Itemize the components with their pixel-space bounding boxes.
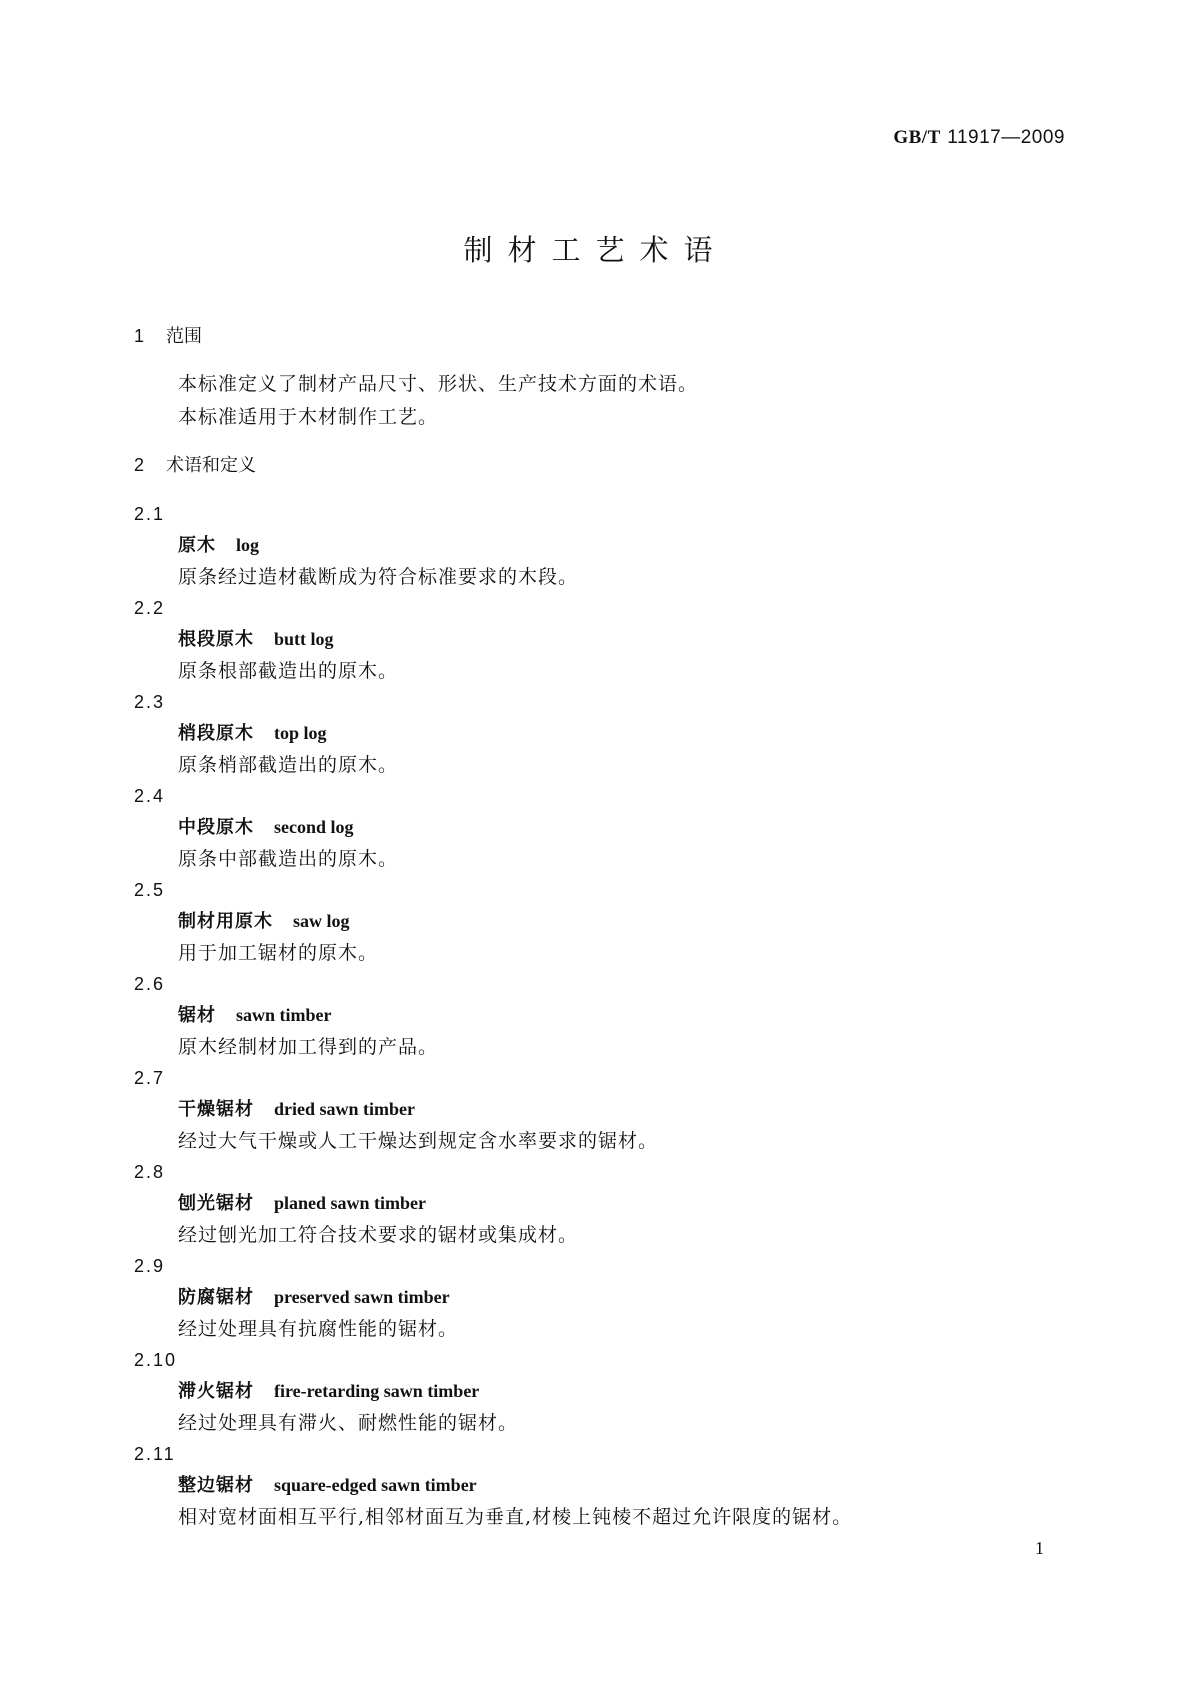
term-chinese: 梢段原木 <box>178 723 254 744</box>
term-definition: 经过刨光加工符合技术要求的锯材或集成材。 <box>178 1224 579 1246</box>
term-name <box>134 1376 1064 1407</box>
term-entry <box>134 1251 1064 1345</box>
term-entry <box>134 1157 1064 1251</box>
standard-code <box>893 126 1065 149</box>
term-entry <box>134 781 1064 875</box>
term-name <box>134 1094 1064 1125</box>
paragraph: 本标准定义了制材产品尺寸、形状、生产技术方面的术语。 <box>178 373 699 395</box>
term-definition: 原条中部截造出的原木。 <box>178 848 399 870</box>
term-english: butt log <box>274 629 334 649</box>
term-name <box>134 1188 1064 1219</box>
term-name <box>134 812 1064 843</box>
term-name <box>134 1000 1064 1031</box>
term-definition: 用于加工锯材的原木。 <box>178 942 379 964</box>
term-english: planed sawn timber <box>274 1193 427 1213</box>
term-english: preserved sawn timber <box>274 1287 450 1307</box>
section-number: 2 <box>134 455 145 475</box>
term-definition: 经过处理具有滞火、耐燃性能的锯材。 <box>178 1412 519 1434</box>
term-entry <box>134 687 1064 781</box>
term-number: 2.6 <box>134 974 166 994</box>
term-english: sawn timber <box>236 1005 332 1025</box>
term-entry <box>134 593 1064 687</box>
section-number: 1 <box>134 326 145 346</box>
term-number: 2.11 <box>134 1444 176 1464</box>
paragraph: 本标准适用于木材制作工艺。 <box>178 406 439 428</box>
term-name <box>134 1282 1064 1313</box>
standard-number: 11917—2009 <box>947 127 1065 148</box>
term-definition: 原条经过造材截断成为符合标准要求的木段。 <box>178 566 579 588</box>
term-name <box>134 718 1064 749</box>
term-number: 2.7 <box>134 1068 166 1088</box>
term-chinese: 中段原木 <box>178 817 254 838</box>
term-number: 2.3 <box>134 692 166 712</box>
term-chinese: 原木 <box>178 535 216 556</box>
document-title: 制材工艺术语 <box>463 233 728 267</box>
term-chinese: 刨光锯材 <box>178 1193 254 1214</box>
term-number: 2.2 <box>134 598 166 618</box>
term-list <box>134 499 1064 1533</box>
term-chinese: 滞火锯材 <box>178 1381 254 1402</box>
term-number: 2.8 <box>134 1162 166 1182</box>
term-definition: 相对宽材面相互平行,相邻材面互为垂直,材棱上钝棱不超过允许限度的锯材。 <box>178 1506 853 1528</box>
term-definition: 经过大气干燥或人工干燥达到规定含水率要求的锯材。 <box>178 1130 659 1152</box>
term-english: second log <box>274 817 354 837</box>
term-definition: 原木经制材加工得到的产品。 <box>178 1036 439 1058</box>
section-title: 术语和定义 <box>166 455 256 476</box>
term-entry <box>134 1063 1064 1157</box>
standard-prefix: GB/T <box>893 127 941 148</box>
term-entry <box>134 1345 1064 1439</box>
page-number: 1 <box>1035 1538 1044 1558</box>
term-definition: 经过处理具有抗腐性能的锯材。 <box>178 1318 459 1340</box>
term-definition: 原条根部截造出的原木。 <box>178 660 399 682</box>
term-entry <box>134 1439 1064 1533</box>
term-name <box>134 906 1064 937</box>
term-chinese: 防腐锯材 <box>178 1287 254 1308</box>
term-entry <box>134 499 1064 593</box>
term-number: 2.10 <box>134 1350 178 1370</box>
term-number: 2.9 <box>134 1256 166 1276</box>
term-number: 2.4 <box>134 786 166 806</box>
term-english: fire-retarding sawn timber <box>274 1381 480 1401</box>
term-english: log <box>236 535 260 555</box>
term-entry <box>134 969 1064 1063</box>
term-name <box>134 624 1064 655</box>
term-name <box>134 1470 1064 1501</box>
document-body <box>134 320 1064 1533</box>
section-heading-terms <box>134 449 1064 481</box>
scope-paragraphs <box>134 368 1064 434</box>
term-name <box>134 530 1064 561</box>
term-chinese: 干燥锯材 <box>178 1099 254 1120</box>
term-english: top log <box>274 723 327 743</box>
term-number: 2.5 <box>134 880 166 900</box>
term-entry <box>134 875 1064 969</box>
section-title: 范围 <box>166 326 202 347</box>
term-english: square-edged sawn timber <box>274 1475 477 1495</box>
term-chinese: 锯材 <box>178 1005 216 1026</box>
term-chinese: 整边锯材 <box>178 1475 254 1496</box>
term-chinese: 根段原木 <box>178 629 254 650</box>
term-chinese: 制材用原木 <box>178 911 273 932</box>
term-english: saw log <box>293 911 350 931</box>
section-heading-scope <box>134 320 1064 352</box>
term-number: 2.1 <box>134 504 166 524</box>
term-definition: 原条梢部截造出的原木。 <box>178 754 399 776</box>
term-english: dried sawn timber <box>274 1099 415 1119</box>
